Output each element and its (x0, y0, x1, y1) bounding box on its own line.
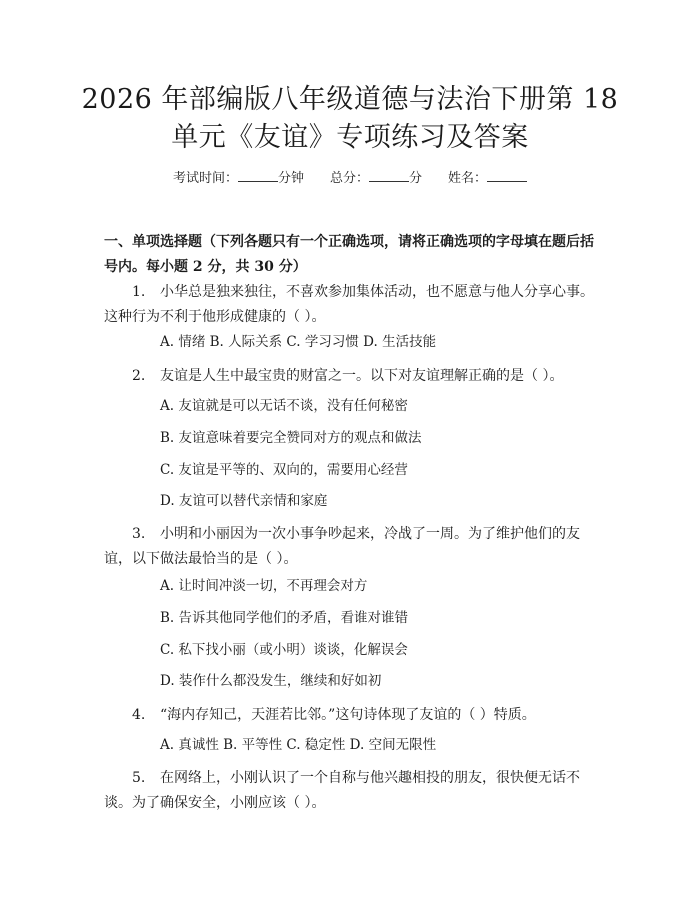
question-3-option-c: C. 私下找小丽（或小明）谈谈，化解误会 (160, 642, 408, 658)
name-blank[interactable] (487, 169, 527, 182)
question-number: 4. (132, 707, 146, 723)
question-2-option-b: B. 友谊意味着要完全赞同对方的观点和做法 (160, 430, 422, 446)
question-1 (104, 280, 604, 330)
question-stem: 在网络上，小刚认识了一个自称与他兴趣相投的朋友，很快便无话不谈。为了确保安全，小刚应该（ ）。 (104, 770, 580, 811)
question-stem: 友谊是人生中最宝贵的财富之一。以下对友谊理解正确的是（ ）。 (160, 368, 564, 384)
question-number: 5. (132, 770, 146, 786)
question-4-options: A. 真诚性 B. 平等性 C. 稳定性 D. 空间无限性 (160, 737, 437, 753)
question-2-option-d: D. 友谊可以替代亲情和家庭 (160, 493, 328, 509)
question-3-option-a: A. 让时间冲淡一切，不再理会对方 (160, 578, 368, 594)
question-3-option-d: D. 装作什么都没发生，继续和好如初 (160, 673, 382, 689)
question-3-option-b: B. 告诉其他同学他们的矛盾，看谁对谁错 (160, 610, 409, 626)
question-2 (104, 364, 604, 389)
time-blank[interactable] (238, 169, 278, 182)
question-3 (104, 522, 604, 572)
time-label: 考试时间： (172, 171, 238, 186)
question-stem: 小华总是独来独往，不喜欢参加集体活动，也不愿意与他人分享心事。这种行为不利于他形成健康的（ ）。 (104, 284, 594, 325)
score-blank[interactable] (369, 169, 409, 182)
question-stem: “海内存知己，天涯若比邻。”这句诗体现了友谊的（ ）特质。 (160, 707, 536, 723)
question-4 (104, 703, 604, 728)
question-5 (104, 766, 604, 816)
document-title-line1: 2026 年部编版八年级道德与法治下册第 18 (81, 84, 619, 115)
time-unit: 分钟 (277, 171, 304, 186)
question-2-option-a: A. 友谊就是可以无话不谈，没有任何秘密 (160, 398, 408, 414)
score-label: 总分： (329, 171, 369, 186)
question-2-option-c: C. 友谊是平等的、双向的，需要用心经营 (160, 462, 408, 478)
question-number: 1. (132, 284, 146, 300)
document-title-line2: 单元《友谊》专项练习及答案 (171, 122, 529, 153)
exam-meta (0, 169, 700, 188)
score-unit: 分 (409, 171, 423, 186)
question-stem: 小明和小丽因为一次小事争吵起来，冷战了一周。为了维护他们的友谊，以下做法最恰当的是（ ）。 (104, 526, 580, 567)
name-label: 姓名： (448, 171, 488, 186)
question-number: 3. (132, 526, 146, 542)
question-number: 2. (132, 368, 146, 384)
question-1-options: A. 情绪 B. 人际关系 C. 学习习惯 D. 生活技能 (160, 334, 437, 350)
section-heading-single-choice: 一、单项选择题（下列各题只有一个正确选项，请将正确选项的字母填在题后括号内。每小题 2 分，共 30 分） (104, 234, 594, 275)
